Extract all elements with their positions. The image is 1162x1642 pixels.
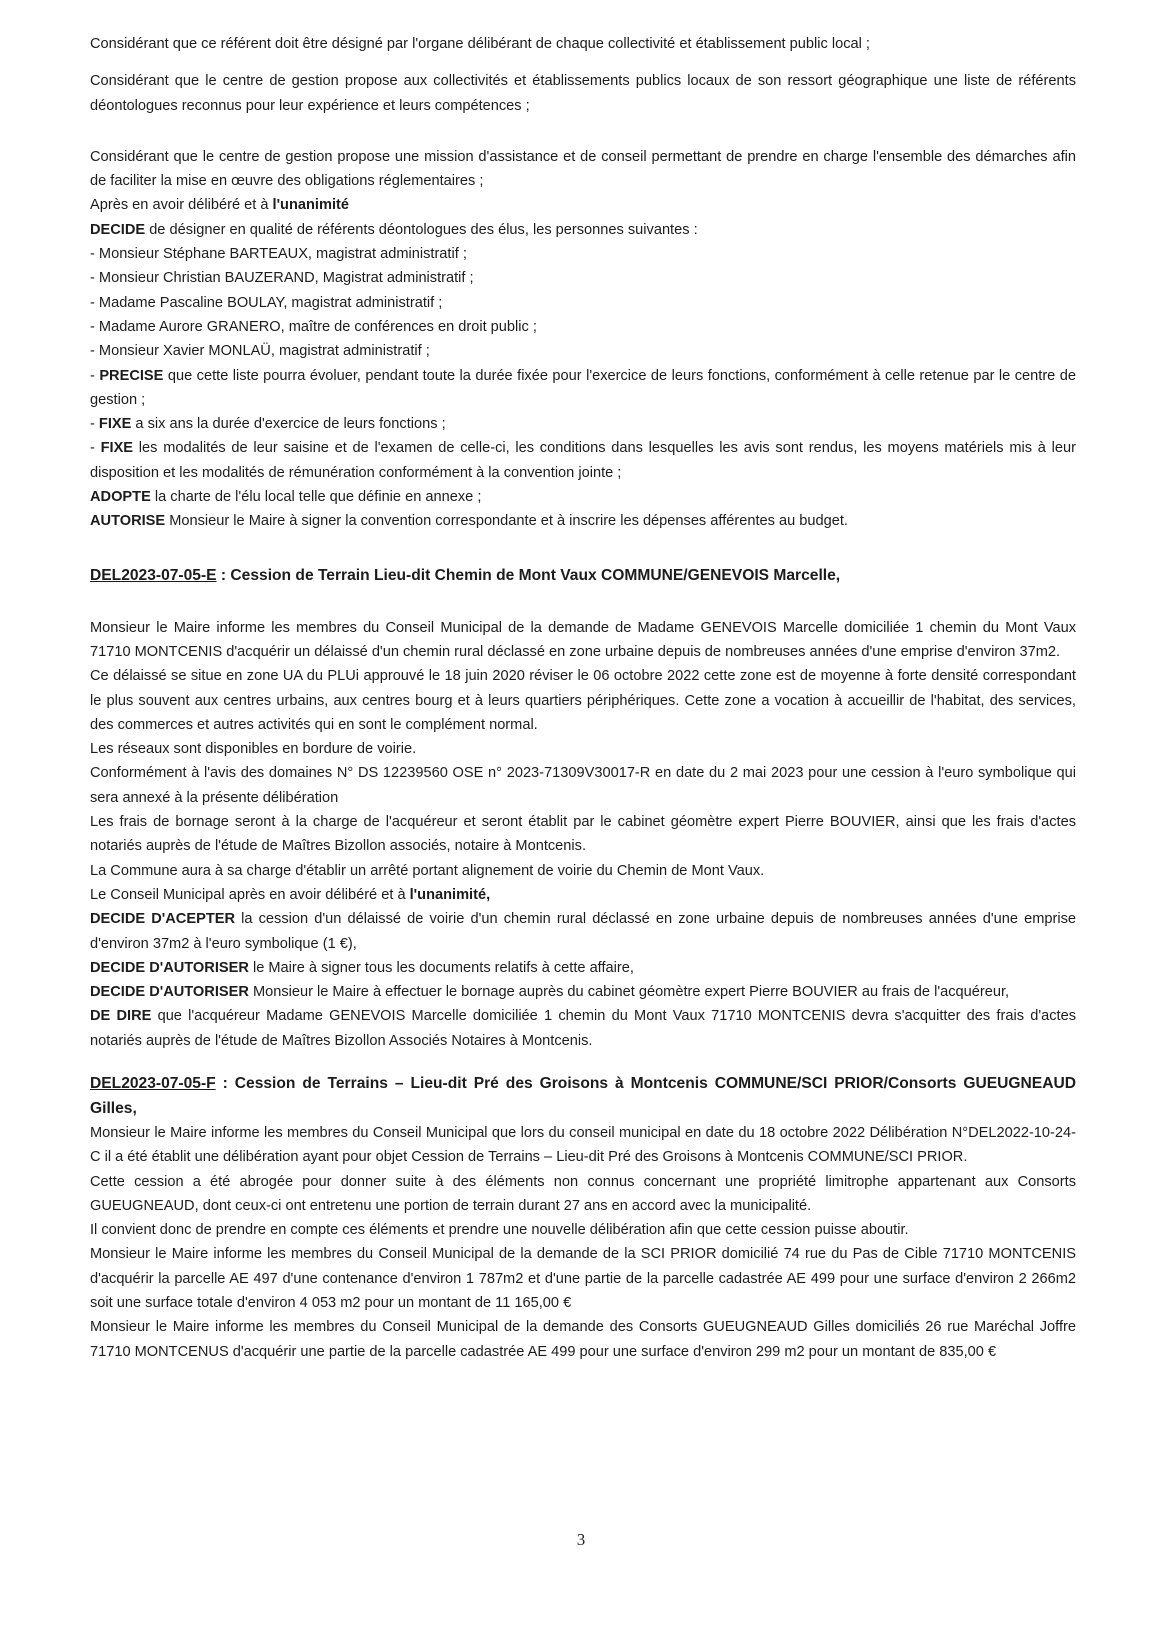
text: de désigner en qualité de référents déontologues des élus, les personnes suivantes : — [145, 221, 698, 238]
keyword: PRECISE — [99, 367, 164, 384]
bold-text: l'unanimité, — [409, 886, 491, 903]
dash: - — [90, 367, 100, 384]
decision-line — [90, 907, 1076, 956]
text: les modalités de leur saisine et de l'examen de celle-ci, les conditions dans lesquelles les avis sont rendus, les moyens matériels mis à leur disposition et les modalités de rémunération conformément à la convention jointe ; — [90, 440, 1076, 481]
keyword: FIXE — [100, 440, 134, 457]
decision-line — [90, 980, 1076, 1004]
section-title — [90, 1071, 1076, 1121]
paragraph: La Commune aura à sa charge d'établir un arrêté portant alignement de voirie du Chemin de Mont Vaux. — [90, 862, 765, 879]
deliberation-ref: DEL2023-07-05-E — [90, 566, 217, 584]
deliberation-line — [90, 193, 1076, 217]
text: le Maire à signer tous les documents relatifs à cette affaire, — [248, 959, 634, 976]
text: Après en avoir délibéré et à — [90, 197, 273, 214]
list-item: - Monsieur Stéphane BARTEAUX, magistrat administratif ; — [90, 246, 467, 263]
text: la charte de l'élu local telle que définie en annexe ; — [150, 489, 482, 506]
decision-line — [90, 412, 1076, 436]
paragraph: Monsieur le Maire informe les membres du Conseil Municipal de la demande de la SCI PRIOR domicilié 74 rue du Pas de Cible 71710 MONTCENIS d'acquérir la parcelle AE 497 d'une contenance d'environ 1 787m2 et d'une partie de la parcelle cadastrée AE 499 pour une surface d'environ 2 266m2 soit une surface totale d'environ 4 053 m2 pour un montant de 11 165,00 € — [90, 1246, 1076, 1312]
keyword: ADOPTE — [90, 489, 151, 506]
section-title-text: : Cession de Terrains – Lieu-dit Pré des Groisons à Montcenis COMMUNE/SCI PRIOR/Consorts GUEUGNEAUD Gilles, — [90, 1074, 1076, 1117]
list-item: - Monsieur Xavier MONLAÜ, magistrat administratif ; — [90, 343, 430, 360]
paragraph: Considérant que le centre de gestion propose une mission d'assistance et de conseil permettant de prendre en charge l'ensemble des démarches afin de faciliter la mise en œuvre des obligations réglementaires ; — [90, 148, 1076, 190]
keyword: DECIDE D'AUTORISER — [90, 984, 249, 1001]
text: a six ans la durée d'exercice de leurs fonctions ; — [131, 416, 446, 433]
decision-line — [90, 1004, 1076, 1053]
dash: - — [90, 416, 99, 433]
paragraph: Conformément à l'avis des domaines N° DS 12239560 OSE n° 2023-71309V30017-R en date du 2 mai 2023 pour une cession à l'euro symbolique qui sera annexé à la présente délibération — [90, 765, 1076, 806]
text: Monsieur le Maire à signer la convention correspondante et à inscrire les dépenses afférentes au budget. — [165, 513, 848, 530]
bold-text: l'unanimité — [272, 197, 349, 214]
decision-line — [90, 485, 1076, 509]
paragraph: Ce délaissé se situe en zone UA du PLUi approuvé le 18 juin 2020 réviser le 06 octobre 2022 cette zone est de moyenne à forte densité correspondant le plus souvent aux centres urbains, aux centres bourg et à leurs quartiers périphériques. Cette zone a vocation à accueillir de l'habitat, des services, des commerces et autres activités qui en sont le complément normal. — [90, 668, 1076, 733]
dash: - — [90, 440, 101, 457]
paragraph: Les réseaux sont disponibles en bordure de voirie. — [90, 741, 417, 758]
paragraph: Il convient donc de prendre en compte ces éléments et prendre une nouvelle délibération afin que cette cession puisse aboutir. — [90, 1222, 909, 1239]
decision-line — [90, 218, 1076, 242]
decision-line — [90, 956, 1076, 980]
text: que l'acquéreur Madame GENEVOIS Marcelle domiciliée 1 chemin du Mont Vaux 71710 MONTCENIS devra s'acquitter des frais d'actes notariés auprès de l'étude de Maîtres Bizollon Associés Notaires à Montcenis. — [90, 1008, 1076, 1049]
text: Monsieur le Maire à effectuer le bornage auprès du cabinet géomètre expert Pierre BOUVIER au frais de l'acquéreur, — [248, 984, 1010, 1001]
paragraph: Considérant que le centre de gestion propose aux collectivités et établissements publics locaux de son ressort géographique une liste de référents déontologues reconnus pour leur expérience et leurs compétences ; — [90, 73, 1076, 114]
list-item: - Madame Pascaline BOULAY, magistrat administratif ; — [90, 294, 443, 311]
keyword: AUTORISE — [90, 513, 166, 530]
document-page — [90, 32, 1076, 1364]
paragraph: Monsieur le Maire informe les membres du Conseil Municipal que lors du conseil municipal en date du 18 octobre 2022 Délibération N°DEL2022-10-24-C il a été établit une délibération ayant pour objet Cession de Terrains – Lieu-dit Pré des Groisons à Montcenis COMMUNE/SCI PRIOR. — [90, 1124, 1076, 1166]
paragraph: Monsieur le Maire informe les membres du Conseil Municipal de la demande de Madame GENEVOIS Marcelle domiciliée 1 chemin du Mont Vaux 71710 MONTCENIS d'acquérir un délaissé d'un chemin rural déclassé en zone urbaine depuis de nombreuses années d'une emprise d'environ 37m2. — [90, 619, 1076, 660]
decision-line — [90, 436, 1076, 485]
paragraph: Considérant que ce référent doit être désigné par l'organe délibérant de chaque collectivité et établissement public local ; — [90, 36, 870, 52]
text: la cession d'un délaissé de voirie d'un chemin rural déclassé en zone urbaine depuis de nombreuses années d'une emprise d'environ 37m2 à l'euro symbolique (1 €), — [90, 911, 1076, 952]
text: que cette liste pourra évoluer, pendant toute la durée fixée pour l'exercice de leurs fonctions, conformément à celle retenue par le centre de gestion ; — [90, 367, 1076, 408]
text: Le Conseil Municipal après en avoir délibéré et à — [90, 886, 410, 903]
deliberation-line — [90, 883, 1076, 907]
keyword: DE DIRE — [90, 1008, 152, 1025]
keyword: DECIDE — [90, 221, 146, 238]
keyword: DECIDE D'ACEPTER — [90, 911, 236, 928]
paragraph: Les frais de bornage seront à la charge de l'acquéreur et seront établit par le cabinet géomètre expert Pierre BOUVIER, ainsi que les frais d'actes notariés auprès de l'étude de Maîtres Bizollon associés, notaire à Montcenis. — [90, 814, 1076, 855]
decision-line — [90, 509, 1076, 533]
keyword: FIXE — [98, 416, 132, 433]
list-item: - Monsieur Christian BAUZERAND, Magistrat administratif ; — [90, 270, 474, 287]
page-number: 3 — [576, 1530, 586, 1549]
paragraph: Cette cession a été abrogée pour donner suite à des éléments non connus concernant une propriété limitrophe appartenant aux Consorts GUEUGNEAUD, dont ceux-ci ont entretenu une portion de terrain durant 27 ans en accord avec la municipalité. — [90, 1173, 1076, 1214]
section-title-text: : Cession de Terrain Lieu-dit Chemin de Mont Vaux COMMUNE/GENEVOIS Marcelle, — [216, 566, 841, 584]
paragraph: Monsieur le Maire informe les membres du Conseil Municipal de la demande des Consorts GUEUGNEAUD Gilles domiciliés 26 rue Maréchal Joffre 71710 MONTCENUS d'acquérir une partie de la parcelle cadastrée AE 499 pour une surface d'environ 299 m2 pour un montant de 835,00 € — [90, 1319, 1076, 1360]
list-item: - Madame Aurore GRANERO, maître de conférences en droit public ; — [90, 318, 537, 335]
section-title — [90, 563, 1076, 588]
keyword: DECIDE D'AUTORISER — [90, 959, 249, 976]
decision-line — [90, 364, 1076, 413]
deliberation-ref: DEL2023-07-05-F — [90, 1074, 216, 1092]
